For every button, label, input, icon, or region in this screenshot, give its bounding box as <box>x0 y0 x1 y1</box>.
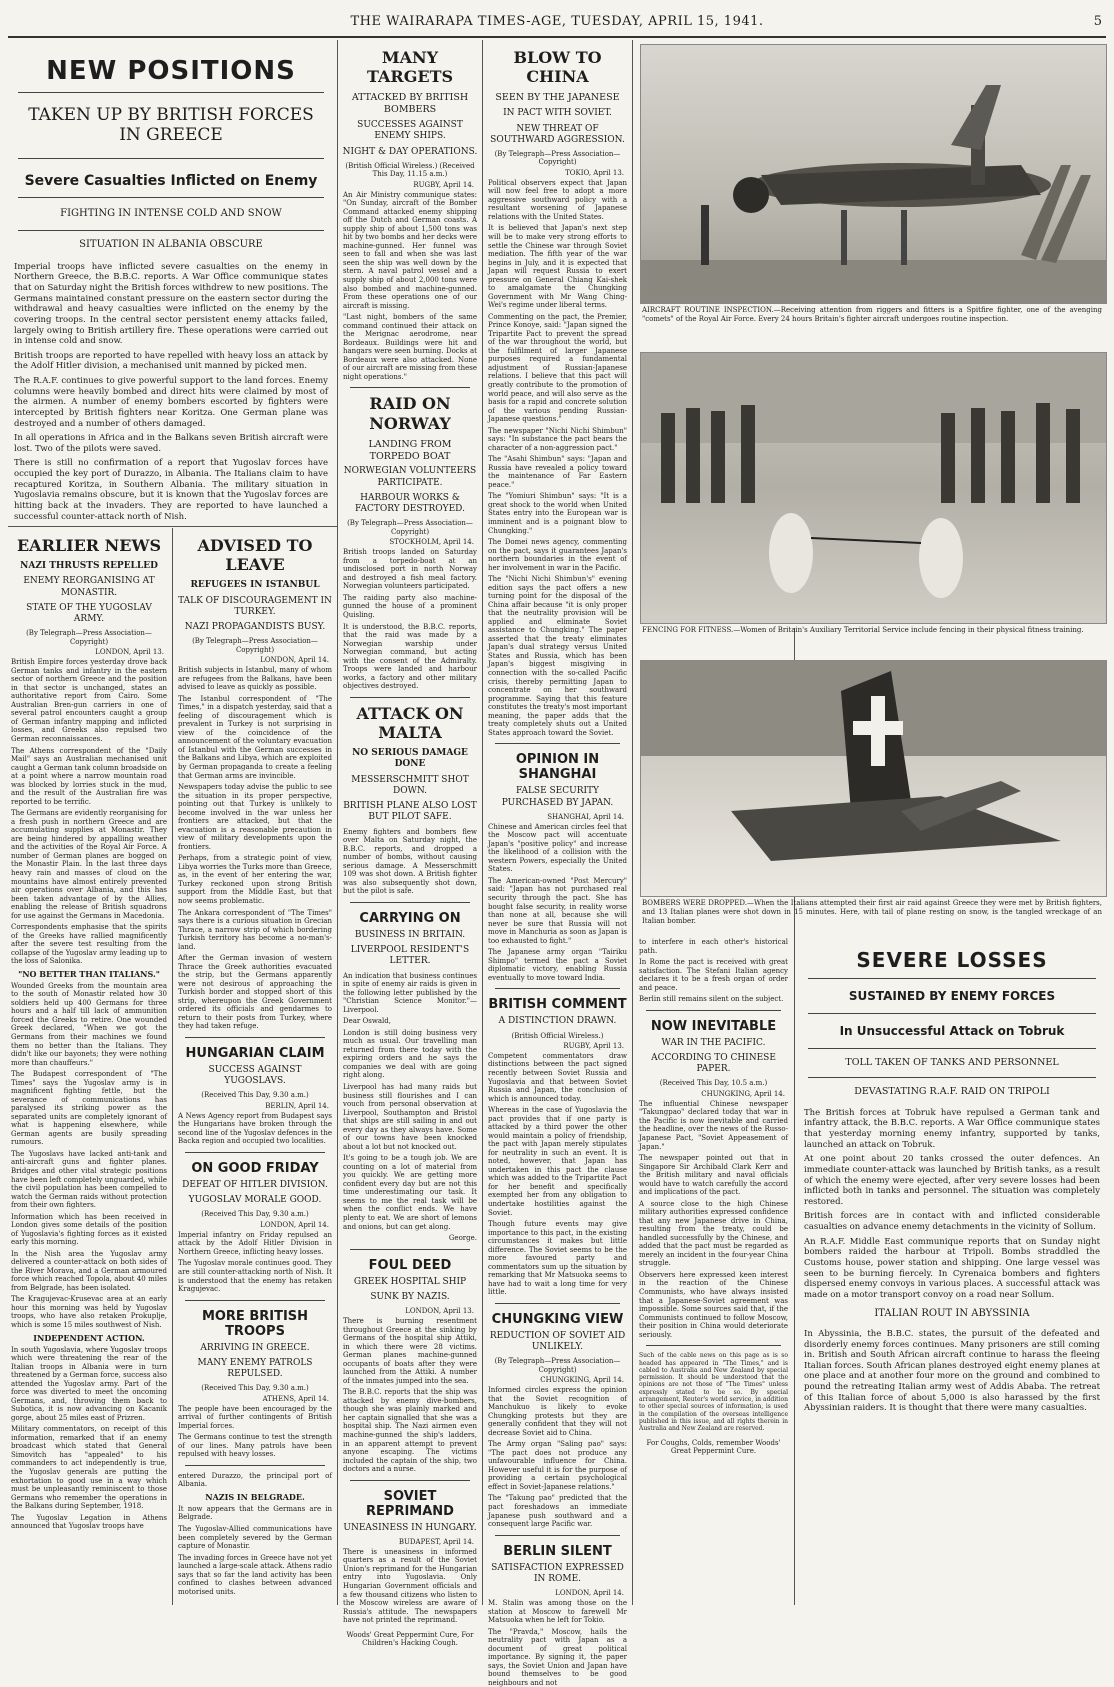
paragraph: In south Yugoslavia, where Yugoslav troops which were threatening the rear of the Italian troops in Albania were in turn threatened by a German force, success also attended the Yugoslav army. Part of the force was diverted to meet the oncoming Germans, and, throwing them back to Subotica, it is now advancing on Kacanik gorge, about 25 miles east of Prizren. <box>11 1345 167 1422</box>
dateline: (By Telegraph—Press Association—Copyright) <box>494 150 621 167</box>
divider <box>350 902 470 903</box>
divider <box>18 230 324 231</box>
masthead <box>8 6 1106 38</box>
deck: In Unsuccessful Attack on Tobruk <box>839 1024 1065 1038</box>
place-line: ATHENS, April 14. <box>262 1394 329 1403</box>
divider <box>185 1037 325 1038</box>
article-many-targets <box>340 48 480 381</box>
advertisement: Woods' Great Peppermint Cure, For Children's Hacking Cough. <box>346 1630 474 1647</box>
paragraph: An indication that business continues in spite of enemy air raids is given in the following letter published by the "Christian Science Monitor."—Liverpool. <box>343 971 477 1014</box>
place-line: BERLIN, April 14. <box>265 1101 329 1110</box>
deck: NIGHT & DAY OPERATIONS. <box>342 146 478 157</box>
subhead: SUSTAINED BY ENEMY FORCES <box>848 989 1056 1003</box>
paragraph: Imperial troops have inflicted severe casualties on the enemy in Northern Greece, the B.B.C. reports. A War Office communique states that on Saturday night the British forces withdrew to new positions. The Germans maintained constant pressure on the eastern sector during the withdrawal and heavy casualties were inflicted on the enemy by the covering troops. In the central sector persistent enemy attacks failed, largely owing to British artillery fire. These operations were carried out in intense cold and snow. <box>14 261 328 347</box>
divider <box>495 743 620 744</box>
paragraph: The Ankara correspondent of "The Times" says there is a curious situation in Grecian Thrace, a narrow strip of which bordering Turkish territory has become a no-man's-land. <box>178 908 332 951</box>
column-three <box>340 42 480 1647</box>
deck: TALK OF DISCOURAGEMENT IN TURKEY. <box>178 595 332 617</box>
divider <box>646 1010 781 1011</box>
article-more-british-troops <box>175 1309 335 1597</box>
subhead: REFUGEES IN ISTANBUL <box>190 580 320 591</box>
dateline: (By Telegraph—Press Association—Copyright) <box>192 637 318 654</box>
headline: BLOW TO CHINA <box>513 48 602 87</box>
paragraph: The Istanbul correspondent of "The Times," in a dispatch yesterday, said that a feeling of discouragement which is prevalent in Turkey is not surprising in view of the coincidence of the announcement of the voluntary evacuation of Istanbul with the German successes in the Balkans and Libya, which are exploited by German propaganda to create a feeling that German arms are invincible. <box>178 694 332 780</box>
paragraph: Whereas in the case of Yugoslavia the pact provides that if one party is attacked by a third power the other would maintain a policy of friendship, the pact with Japan merely stipulates for neutrality in such an event. It is noted, however, that Japan has undertaken in this pact the clause which was added to the Tripartite Pact for her benefit and specifically exempted her from any obligation to undertake hostilities against the Soviet. <box>488 1106 627 1217</box>
photo-caption: FENCING FOR FITNESS.—Women of Britain's Auxiliary Territorial Service include fencing in their physical fitness training. <box>642 626 1084 634</box>
place-line: TOKIO, April 13. <box>565 168 624 177</box>
deck: SUCCESSES AGAINST ENEMY SHIPS. <box>357 120 463 142</box>
divider <box>495 1535 620 1536</box>
headline: SEVERE LOSSES <box>856 948 1048 972</box>
deck: YUGOSLAV MORALE GOOD. <box>188 1195 322 1206</box>
dateline: (British Official Wireless.) <box>511 1031 604 1040</box>
subhead: ARRIVING IN GREECE. <box>200 1342 310 1353</box>
headline: EARLIER NEWS <box>16 536 162 555</box>
column-rule <box>337 40 338 1605</box>
article-new-positions <box>8 42 334 524</box>
paragraph: The newspaper pointed out that in Singapore Sir Archibald Clark Kerr and the British military and naval officials would have to watch carefully the accord and implications of the pact. <box>639 1154 788 1197</box>
place-line: STOCKHOLM, April 14. <box>389 538 474 547</box>
subhead: FALSE SECURITY PURCHASED BY JAPAN. <box>501 786 614 808</box>
deck: Severe Casualties Inflicted on Enemy <box>24 172 318 189</box>
divider <box>185 1465 325 1466</box>
deck: IN PACT WITH SOVIET. <box>503 108 612 119</box>
paragraph: British forces are in contact with and inflicted considerable casualties on advance enemy detachments in the vicinity of Sollum. <box>804 1211 1100 1232</box>
article-berlin-silent <box>485 1544 630 1687</box>
column-four <box>485 42 630 1687</box>
headline: ATTACK ON MALTA <box>356 703 464 742</box>
paragraph: Observers here expressed keen interest in the reaction of the Chinese Communists, who have always insisted that a Japanese-Soviet agreement was impossible. Some sources said that, if the Communists continued to follow Moscow, their position in China would deteriorate seriously. <box>639 1270 788 1339</box>
subhead: SEEN BY THE JAPANESE <box>495 92 620 104</box>
paragraph: The Yugoslav-Allied communications have been completely severed by the German capture of Monastir. <box>178 1525 332 1551</box>
deck: MESSERSCHMITT SHOT DOWN. <box>351 774 469 796</box>
divider <box>808 1013 1096 1014</box>
headline: BRITISH COMMENT <box>488 997 627 1013</box>
article-now-inevitable <box>636 1019 791 1455</box>
column-rule <box>482 40 483 1605</box>
paragraph: Information which has been received in London gives some details of the position of Yugoslavia's fighting forces as it existed early this morning. <box>11 1212 167 1247</box>
article-chungking-view <box>485 1312 630 1529</box>
paragraph: Wounded Greeks from the mountain area to the south of Monastir related how 30 soldiers held up 400 Germans for three hours and a half till lack of ammunition forced the Greeks to retire. One wounded Greek declared, "When we got the Germans from their machines we found them no better than the Italians. They didn't like our bayonets; they were nothing more than chauffeurs." <box>11 981 167 1067</box>
place-line: SHANGHAI, April 14. <box>547 812 624 821</box>
article-blow-to-china <box>485 48 630 737</box>
divider <box>808 1077 1096 1078</box>
paragraph: Military commentators, on receipt of this information, remarked that if an enemy broadcast which stated that General Simovitch has "appealed" to his commanders to act independently is true, the Yugoslav generals are putting the exhortation to good use in a way which must be unpleasantly reminiscent to those Germans who remember the operations in the Balkans during September, 1918. <box>11 1425 167 1511</box>
divider <box>350 1480 470 1481</box>
photo-bomber-wreck <box>640 660 1107 897</box>
headline: FOUL DEED <box>368 1257 452 1273</box>
paragraph: After the German invasion of western Thrace the Greek authorities evacuated the strip, but the Germans apparently were not desirous of approaching the Turkish border and stopped short of this strip, whereupon the Greek Government ordered its officials and gendarmes to return to their posts from Turkey, where they had taken refuge. <box>178 954 332 1031</box>
headline: CARRYING ON <box>359 910 461 926</box>
photo-spitfire <box>640 44 1107 304</box>
headline: ADVISED TO LEAVE <box>197 536 313 575</box>
place-line: CHUNGKING, April 14. <box>540 1376 624 1385</box>
paragraph: Chinese and American circles feel that the Moscow pact will accentuate Japan's "positive policy" and increase the likelihood of a collision with the western Powers, especially the United States. <box>488 822 627 874</box>
paragraph: At one point about 20 tanks crossed the outer defences. An immediate counter-attack was launched by British tanks, as a result of which the enemy were ejected, after very severe losses had been inflicted both in tanks and personnel. The situation was completely restored. <box>804 1154 1100 1207</box>
article-good-friday <box>175 1161 335 1294</box>
headline: OPINION IN SHANGHAI <box>515 752 600 783</box>
paragraph: It now appears that the Germans are in Belgrade. <box>178 1504 332 1522</box>
paragraph: A source close to the high Chinese military authorities expressed confidence that any new Japanese drive in China, resulting from the treaty, could be handled successfully by the Chinese, and added that the pact must be regarded as merely an incident in the four-year China struggle. <box>639 1199 788 1268</box>
paragraph: The "Takung pao" predicted that the pact foreshadows an immediate Japanese push southward and a consequent large Pacific war. <box>488 1494 627 1529</box>
dateline: (Received This Day, 10.5 a.m.) <box>659 1079 768 1088</box>
headline: MORE BRITISH TROOPS <box>201 1308 309 1339</box>
paragraph: Imperial infantry on Friday repulsed an attack by the Adolf Hitler Division in Northern Greece, inflicting heavy losses. <box>178 1230 332 1256</box>
paragraph: Enemy fighters and bombers flew over Malta on Saturday night, the B.B.C. reports, and dropped a number of bombs, without causing serious damage. A Messerschmitt 109 was shot down. A British fighter was also subsequently shot down, but the pilot is safe. <box>343 827 477 896</box>
paragraph: The Army organ "Saling pao" says: "The pact does not produce any unfavourable influence for China. However useful it is for the purpose of providing a certain psychological effect in Soviet-Japanese relations." <box>488 1440 627 1491</box>
place-line: RUGBY, April 14. <box>413 180 474 189</box>
divider <box>18 92 324 93</box>
paragraph: In Abyssinia, the B.B.C. states, the pursuit of the defeated and disorderly enemy forces continues. Many prisoners are still coming in. British and South African aircraft continue to harass the fleeing Italian forces. South African planes destroyed eight enemy planes at one place and at another four more on the ground and combined to pound the retreating Italian army west of Addis Ababa. The retreat of this Italian force of about 5,000 is also harassed by the first Abyssinian raiders. It is thought that there were many casualties. <box>804 1328 1100 1414</box>
paragraph: The Germans are evidently reorganising for a fresh push in northern Greece and are accumulating supplies at Monastir. They are being hindered by appalling weather and the activities of the Royal Air Force. A number of German planes are bogged on the Monastir Plain. In the last three days heavy rain and masses of cloud on the mountains have almost entirely prevented air operations over Albania, and this has been taken advantage of by the Allies, enabling the release of British squadrons for use against the Germans in Macedonia. <box>11 809 167 920</box>
paragraph: Political observers expect that Japan will now feel free to adopt a more aggressive southward policy with a resultant worsening of Japanese relations with the United States. <box>488 178 627 221</box>
article-carrying-on <box>340 911 480 1243</box>
paragraph: The "Pravda," Moscow, hails the neutrality pact with Japan as a document of great political importance. By signing it, the paper says, the Soviet Union and Japan have bound themselves to be good neighbours and not <box>488 1627 627 1687</box>
paragraph: The Germans continue to test the strength of our lines. Many patrols have been repulsed with heavy losses. <box>178 1433 332 1459</box>
deck: STATE OF THE YUGOSLAV ARMY. <box>26 602 152 625</box>
divider <box>18 158 324 159</box>
headline: NOW INEVITABLE <box>650 1018 777 1034</box>
article-earlier-news <box>8 530 170 1605</box>
article-severe-losses <box>798 940 1106 1605</box>
place-line: LONDON, April 14. <box>260 1220 329 1229</box>
paragraph: Perhaps, from a strategic point of view, Libya worries the Turks more than Greece, as, in the event of her entering the war, Turkey reckoned upon strong British support from the Middle East, but that now seems problematic. <box>178 854 332 905</box>
paragraph: The R.A.F. continues to give powerful support to the land forces. Enemy columns were heavily bombed and direct hits were claimed by most of the airmen. A number of enemy bombers escorted by fighters were intercepted by British fighters near Koritza. One German plane was destroyed and a number of others damaged. <box>14 376 328 429</box>
paragraph: A News Agency report from Budapest says the Hungarians have broken through the second line of the Yugoslav defences in the Backa region and occupied two localities. <box>178 1111 332 1146</box>
paragraph: Competent commentators draw distinctions between the pact signed recently between Soviet Russia and Yugoslavia and that between Soviet Russia and Japan, the conclusion of which is announced today. <box>488 1051 627 1103</box>
article-raid-on-norway <box>340 394 480 690</box>
paragraph: The raiding party also machine-gunned the house of a prominent Quisling. <box>343 593 477 619</box>
headline: CHUNGKING VIEW <box>491 1311 624 1327</box>
headline: SOVIET REPRIMAND <box>366 1488 454 1519</box>
paragraph: Though future events may give importance to this pact, in the existing circumstances it makes but little difference. The Soviet seems to be the more favoured party and commentators sum up the situation by remarking that Mr Matsuoka seems to have had to wait a long time for very little. <box>488 1220 627 1297</box>
headline: ON GOOD FRIDAY <box>191 1160 319 1176</box>
paragraph: The Yugoslav morale continues good. They are still counter-attacking north of Nish. It is understood that the enemy has retaken Kragujevac. <box>178 1259 332 1294</box>
deck: NAZI PROPAGANDISTS BUSY. <box>184 622 326 633</box>
paragraph: The Athens correspondent of the "Daily Mail" says an Australian mechanised unit caught a German tank column broadside on at a point where a narrow mountain road was blocked by lorries stuck in the mud, and the result of the Australian fire was reported to be terrific. <box>11 746 167 806</box>
article-british-comment <box>485 997 630 1297</box>
subhead: DEFEAT OF HITLER DIVISION. <box>182 1179 328 1190</box>
paragraph: "Last night, bombers of the same command continued their attack on the Merignac aerodrome, near Bordeaux. Buildings were hit and hangars were seen burning. Docks at Bordeaux were also attacked. None of our aircraft are missing from these night operations." <box>343 313 477 381</box>
article-foul-deed <box>340 1258 480 1474</box>
fencing-illustration <box>641 353 1106 623</box>
paragraph: In Rome the pact is received with great satisfaction. The Stefani Italian agency declares it to be a fresh organ of order and peace. <box>639 958 788 992</box>
page-number: 5 <box>1093 14 1102 29</box>
column-two <box>175 530 335 1605</box>
dateline: (By Telegraph—Press Association—Copyright) <box>26 629 152 646</box>
subhead: NAZI THRUSTS REPELLED <box>20 561 158 572</box>
place-line: LONDON, April 13. <box>405 1307 474 1316</box>
deck: SITUATION IN ALBANIA OBSCURE <box>79 239 263 251</box>
divider <box>495 1303 620 1304</box>
paragraph: There is still no confirmation of a report that Yugoslav forces have occupied the key port of Durazzo, in Albania. The Italians claim to have recaptured Koritza, in Southern Albania. The military situation in Yugoslavia remains obscure, but it is known that the Yugoslav forces are hitting back at the invaders. They are reported to have launched a successful counter-attack north of Nish. <box>14 458 328 522</box>
dateline: (Received This Day, 9.30 a.m.) <box>201 1091 309 1100</box>
paragraph: An R.A.F. Middle East communique reports that on Sunday night bombers raided the harbour at Tripoli. Bombs straddled the Customs house, power station and shipping. One large vessel was seen to be burning fiercely. In Cyrenaica bombers and fighters dispersed enemy convoys in various places. A successful attack was made on a motor transport convoy on a road near Sollum. <box>804 1236 1100 1300</box>
headline: RAID ON NORWAY <box>369 394 451 433</box>
paragraph: The British forces at Tobruk have repulsed a German tank and infantry attack, the B.B.C. reports. A War Office communique states that yesterday morning enemy infantry, supported by tanks, launched an attack on Tobruk. <box>804 1107 1100 1150</box>
divider <box>808 978 1096 979</box>
paragraph: The invading forces in Greece have not yet launched a large-scale attack. Athens radio says that so far the land activity has been confined to clashes between advanced motorised units. <box>178 1553 332 1596</box>
paragraph: The Domei news agency, commenting on the pact, says it guarantees Japan's northern boundaries in the event of her involvement in war in the Pacific. <box>488 538 627 572</box>
column-rule <box>632 40 633 1605</box>
paragraph: Commenting on the pact, the Premier, Prince Konoye, said: "Japan signed the Tripartite Pact to prevent the spread of the war throughout the world, but the fulfilment of larger Japanese purposes required a fundamental adjustment of Russian-Japanese relations. I believe that this pact will greatly contribute to the promotion of world peace, and will also serve as the basis for a rapid and concrete solution of the various pending Russian-Japanese questions." <box>488 312 627 424</box>
dateline: (Received This Day, 9.30 a.m.) <box>201 1210 309 1219</box>
paragraph: Liverpool has had many raids but business still flourishes and I can vouch from personal observation at Liverpool, Southampton and Bristol that ships are still sailing in and out every day as they always have. Some of our towns have been knocked about a lot but not knocked out. <box>343 1083 477 1151</box>
subhead: ITALIAN ROUT IN ABYSSINIA <box>874 1308 1030 1320</box>
paragraph: The newspaper "Nichi Nichi Shimbun" says: "In substance the pact bears the character of a non-aggression pact." <box>488 426 627 452</box>
paragraph: It is understood, the B.B.C. reports, that the raid was made by a Norwegian warship under Norwegian command, but acting with the consent of the Admiralty. Troops were landed and harbour works, a factory and other military objectives destroyed. <box>343 622 477 691</box>
deck: ENEMY REORGANISING AT MONASTIR. <box>23 576 155 598</box>
photo-fencing <box>640 352 1107 624</box>
subhead: "NO BETTER THAN ITALIANS." <box>18 968 160 979</box>
dateline: (By Telegraph—Press Association—Copyright) <box>494 1357 621 1374</box>
paragraph: There is uneasiness in informed quarters as a result of the Soviet Union's reprimand for the Hungarian entry into Yugoslavia. Only Hungarian Government officials and a few thousand citizens who listen to the Moscow wireless are aware of Russia's attitude. The newspapers have not printed the reprimand. <box>343 1547 477 1625</box>
photo-caption: AIRCRAFT ROUTINE INSPECTION.—Receiving attention from riggers and fitters is a Spitfire fighter, one of the avenging "comets" of the Royal Air Force. Every 24 hours Britain's fighter aircraft undergoes routine inspection. <box>642 306 1102 323</box>
subhead: NO SERIOUS DAMAGE DONE <box>352 748 468 770</box>
deck: SUNK BY NAZIS. <box>370 1291 450 1302</box>
paragraph: The American-owned "Post Mercury" said: "Japan has not purchased real security through the pact. She has bought false security, in reality worse than none at all, because she will never be sure that Russia will not move in Manchuria as soon as Japan is too exhausted to fight." <box>488 876 627 945</box>
place-line: CHUNGKING, April 14. <box>701 1089 785 1098</box>
paragraph: The "Asahi Shimbun" says: "Japan and Russia have revealed a policy toward the maintenance of Far Eastern peace." <box>488 455 627 489</box>
signature: George. <box>448 1234 477 1243</box>
headline: HUNGARIAN CLAIM <box>185 1045 325 1061</box>
dateline: (Received This Day, 9.30 a.m.) <box>201 1384 309 1393</box>
section-rule <box>8 526 337 527</box>
divider <box>185 1300 325 1301</box>
paragraph: British troops are reported to have repelled with heavy loss an attack by the Adolf Hitler division, a mechanised unit manned by picked men. <box>14 350 328 372</box>
divider <box>350 1249 470 1250</box>
subhead: SATISFACTION EXPRESSED IN ROME. <box>491 1562 624 1584</box>
paragraph: Dear Oswald, <box>343 1017 391 1026</box>
paragraph: Informed circles express the opinion that the Soviet recognition of Manchukuo is likely to evoke Chungking protests but they are generally confident that they will not decrease Soviet aid to China. <box>488 1386 627 1437</box>
paragraph: An Air Ministry communique states: "On Sunday, aircraft of the Bomber Command attacked enemy shipping off the Dutch and German coasts. A supply ship of about 1,500 tons was hit by two bombs and her decks were machine-gunned. Her funnel was seen to fall and when she was last seen the ship was well down by the stern. A naval patrol vessel and a supply ship of about 2,000 tons were also bombed and machine-gunned. From these operations one of our aircraft is missing. <box>343 190 477 310</box>
paragraph: The B.B.C. reports that the ship was attacked by enemy dive-bombers, though she was plainly marked and her captain signalled that she was a hospital ship. The Nazi airmen even machine-gunned the ship's ladders, in an apparent attempt to prevent anyone escaping. The victims included the captain of the ship, two doctors and a nurse. <box>343 1388 477 1474</box>
subhead: REDUCTION OF SOVIET AID UNLIKELY. <box>489 1330 626 1353</box>
place-line: LONDON, April 14. <box>555 1589 624 1598</box>
place-line: LONDON, April 13. <box>95 648 164 657</box>
place-line: BUDAPEST, April 14. <box>398 1537 474 1546</box>
paragraph: M. Stalin was among those on the station at Moscow to farewell Mr Matsuoka when he left for Tokio. <box>488 1599 627 1625</box>
column-rule <box>172 528 173 1605</box>
paragraph: London is still doing business very much as usual. Our travelling man returned from there today with the expiring orders and he says the companies we deal with are going right along. <box>343 1028 477 1080</box>
place-line: LONDON, April 14. <box>260 656 329 665</box>
subhead: SUCCESS AGAINST YUGOSLAVS. <box>208 1064 302 1087</box>
subhead: GREEK HOSPITAL SHIP <box>353 1276 467 1287</box>
article-attack-on-malta <box>340 704 480 896</box>
wreck-illustration <box>641 661 1106 896</box>
subhead: UNEASINESS IN HUNGARY. <box>343 1522 477 1533</box>
paragraph: The Kragujevac-Krusevac area at an early hour this morning was held by Yugoslav troops, who have also retaken Prokuplje, which is some 15 miles southwest of Nish. <box>11 1295 167 1329</box>
masthead-title: THE WAIRARAPA TIMES-AGE, TUESDAY, APRIL 15, 1941. <box>350 14 764 29</box>
paragraph: The Budapest correspondent of "The Times" says the Yugoslav army is in magnificent fighting fettle, but the severance of communications has paralysed its striking power as the separated units are completely ignorant of what is happening elsewhere, while German agents are busily spreading rumours. <box>11 1070 167 1147</box>
paragraph: The people have been encouraged by the arrival of further contingents of British Imperial forces. <box>178 1404 332 1430</box>
paragraph: The Yugoslavs have lacked anti-tank and anti-aircraft guns and fighter planes. Bridges and other vital strategic positions have been left completely unguarded, while the civil population has been compelled to watch the German raids without protection from their own fighters. <box>11 1149 167 1210</box>
paragraph: There is burning resentment throughout Greece at the sinking by Germans of the hospital ship Attiki, in which there were 28 victims. German planes machine-gunned occupants of boats after they were launched from the Attiki. A number of the inmates jumped into the sea. <box>343 1317 477 1385</box>
paragraph: Correspondents emphasise that the spirits of the Greeks have rallied magnificently after the severe test resulting from the collapse of the Yugoslav army leading up to the loss of Salonika. <box>11 923 167 966</box>
subhead: WAR IN THE PACIFIC. <box>661 1037 766 1048</box>
divider <box>808 1048 1096 1049</box>
deck: DEVASTATING R.A.F. RAID ON TRIPOLI <box>854 1085 1050 1097</box>
paragraph: Newspapers today advise the public to see the situation in its proper perspective, pointing out that Turkey is unlikely to become involved in the war unless her frontiers are attacked, but that the evacuation is a reasonable precaution in view of military developments upon the frontiers. <box>178 783 332 851</box>
divider <box>185 1152 325 1153</box>
subhead: INDEPENDENT ACTION. <box>33 1332 145 1343</box>
headline: BERLIN SILENT <box>503 1543 612 1559</box>
deck: FIGHTING IN INTENSE COLD AND SNOW <box>60 207 282 219</box>
divider <box>495 988 620 989</box>
subhead: ATTACKED BY BRITISH BOMBERS <box>351 92 469 116</box>
article-soviet-reprimand <box>340 1489 480 1647</box>
subhead: TAKEN UP BY BRITISH FORCES IN GREECE <box>28 105 314 146</box>
paragraph: It's going to be a tough job. We are counting on a lot of material from you quickly. We are getting more confident every day but are not this time underestimating our task. It seems to me the real task will be when the conflict ends. We have plenty to eat. We are short of lemons and onions, but can get along. <box>343 1154 477 1231</box>
headline: MANY TARGETS <box>366 48 454 87</box>
deck: NORWEGIAN VOLUNTEERS PARTICIPATE. <box>343 466 477 488</box>
paragraph: In the Nish area the Yugoslav army delivered a counter-attack on both sides of the River Morava, and a German armoured force which reached Topola, about 40 miles from Belgrade, has been isolated. <box>11 1249 167 1292</box>
paragraph: entered Durazzo, the principal port of Albania. <box>178 1471 332 1489</box>
subhead: NAZIS IN BELGRADE. <box>205 1491 305 1502</box>
subhead: LANDING FROM TORPEDO BOAT <box>368 438 452 462</box>
cable-notice: Such of the cable news on this page as is so headed has appeared in "The Times," and is cabled to Australia and New Zealand by special permission. It should be understood that the opinions are not those of "The Times" unless expressly stated to be so. By special arrangement, Reuter's world service, in addition to other special sources of information, is used in the compilation of the overseas intelligence published in this issue, and all rights therein in Australia and New Zealand are reserved. <box>639 1352 788 1433</box>
paragraph: The Japanese army organ "Tairiku Shimpo" termed the pact a Soviet diplomatic victory, enabling Russia eventually to move toward India. <box>488 948 627 982</box>
paragraph: In all operations in Africa and in the Balkans seven British aircraft were lost. Two of the pilots were saved. <box>14 433 328 454</box>
subhead: BUSINESS IN BRITAIN. <box>354 929 466 940</box>
deck: ACCORDING TO CHINESE PAPER. <box>651 1052 776 1075</box>
divider <box>18 197 324 198</box>
paragraph: British troops landed on Saturday from a torpedo-boat at an undisclosed port in north Norway and destroyed a fish meal factory. Norwegian volunteers participated. <box>343 548 477 591</box>
paragraph: The "Yomiuri Shimbun" says: "It is a great shock to the world when United States entry into the European war is imminent and is a poignant blow to Chungking." <box>488 492 627 535</box>
deck: NEW THREAT OF SOUTHWARD AGGRESSION. <box>490 123 625 145</box>
column-five <box>636 938 791 1605</box>
advertisement: For Coughs, Colds, remember Woods' Great Peppermint Cure. <box>646 1438 781 1455</box>
dateline: (By Telegraph—Press Association—Copyright) <box>347 519 473 536</box>
paragraph: The Yugoslav Legation in Athens announced that Yugoslav troops have <box>11 1513 167 1531</box>
photo-caption: BOMBERS WERE DROPPED.—When the Italians attempted their first air raid against Greece they were met by British fighters, and 13 Italian planes were shot down in 15 minutes. Here, with tail of plane resting on snow, is the tangled wreckage of an Italian bomber. <box>642 899 1102 925</box>
headline: NEW POSITIONS <box>46 56 296 86</box>
paragraph: Berlin still remains silent on the subject. <box>639 995 784 1004</box>
place-line: RUGBY, April 13. <box>563 1041 624 1050</box>
paragraph: The influential Chinese newspaper "Takungpao" declared today that war in the Pacific is now inevitable and carried the headline, over the news of the Russo-Japanese Pact, "Soviet Appeasement of Japan." <box>639 1099 788 1151</box>
paragraph: British Empire forces yesterday drove back German tanks and infantry in the eastern sector of northern Greece and the position in that sector is unchanged, states an authoritative report from Cairo. Some Australian Bren-gun carriers in one of several patrol encounters caught a group of German infantry mapping and inflicted losses, and Greeks also repulsed two German reconnaissances. <box>11 658 167 743</box>
deck: HARBOUR WORKS & FACTORY DESTROYED. <box>355 492 465 515</box>
divider <box>350 697 470 698</box>
subhead: A DISTINCTION DRAWN. <box>498 1016 617 1027</box>
divider <box>646 1345 781 1346</box>
paragraph: The "Nichi Nichi Shimbun's" evening edition says the pact offers a new turning point for the disposal of the China affair because "it is only proper that the neutrality provision will be applied and eliminate Soviet assistance to Chungking." The paper asserted that the treaty eliminates Japan's dual strategy versus United States and Russia, which has been Japan's biggest misgiving in connection with the so-called Pacific crisis, thereby permitting Japan to concentrate on her southward programme. Saying that this feature constitutes the treaty's most important meaning, the paper adds that the treaty completely shuts out a United States approach toward the Soviet. <box>488 575 627 737</box>
deck: BRITISH PLANE ALSO LOST BUT PILOT SAFE. <box>343 801 477 823</box>
divider <box>350 387 470 388</box>
deck: MANY ENEMY PATROLS REPULSED. <box>197 1357 313 1380</box>
deck: LIVERPOOL RESIDENT'S LETTER. <box>350 945 470 967</box>
paragraph: to interfere in each other's historical path. <box>639 938 788 955</box>
article-hungarian-claim <box>175 1046 335 1146</box>
paragraph: British subjects in Istanbul, many of whom are refugees from the Balkans, have been advised to leave as quickly as possible. <box>178 666 332 692</box>
article-advised-to-leave <box>175 536 335 1031</box>
deck: TOLL TAKEN OF TANKS AND PERSONNEL <box>845 1057 1059 1068</box>
paragraph: It is believed that Japan's next step will be to make very strong efforts to settle the Chinese war through Soviet mediation. The fifth year of the war begins in July, and it is expected that Japan will request Russia to exert pressure on General Chiang Kai-shek to amalgamate the Chungking Government with Mr Wang Ching-Wei's regime under liberal terms. <box>488 224 627 310</box>
article-opinion-shanghai <box>485 752 630 982</box>
spitfire-illustration <box>641 45 1106 303</box>
dateline: (British Official Wireless.) (Received This Day, 11.15 a.m.) <box>345 161 475 179</box>
